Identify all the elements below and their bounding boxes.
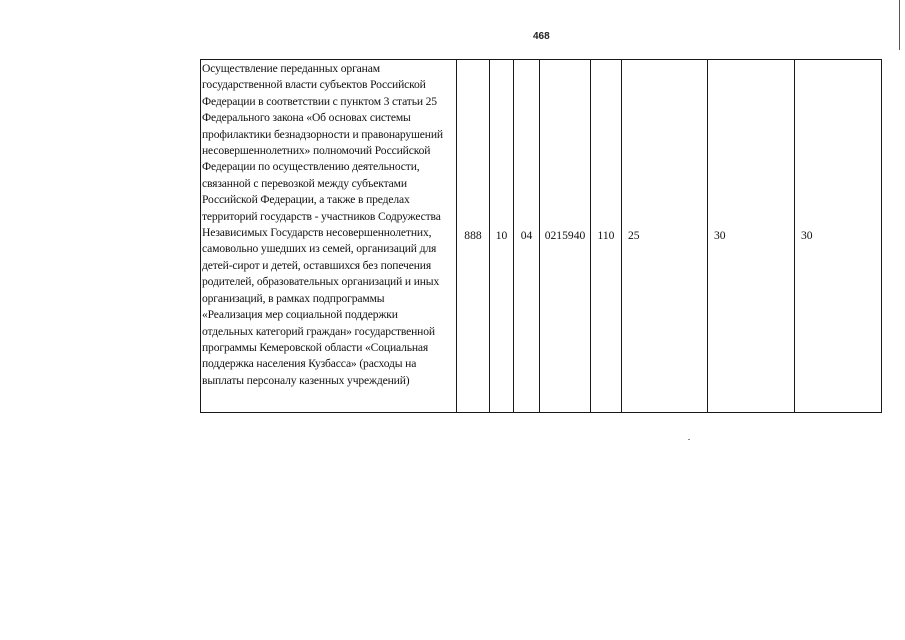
amount-year-2-cell: 30 [708,60,795,413]
table-row [201,60,882,413]
description-line: связанной с перевозкой между субъектами [202,176,407,190]
budget-table [200,59,882,413]
description-line: родителей, образовательных организаций и иных [202,275,440,289]
description-line: самовольно ушедших из семей, организаций для [202,242,437,256]
description-line: Федерации по осуществлению деятельности, [202,160,420,174]
expense-type-cell: 110 [591,60,622,413]
description-line: территорий государств - участников Содружества [202,209,441,223]
description-line: Федерального закона «Об основах системы [202,111,411,125]
description-line: государственной власти субъектов Российской [202,78,426,92]
description-line: «Реализация мер социальной поддержки [202,308,398,322]
description-line: выплаты персоналу казенных учреждений) [202,373,410,387]
amount-year-3-cell: 30 [795,60,882,413]
description-line: поддержка населения Кузбасса» (расходы на [202,357,417,371]
description-line: отдельных категорий граждан» государственной [202,324,435,338]
description-line: Независимых Государств несовершеннолетних, [202,226,432,240]
target-article-cell: 0215940 [540,60,591,413]
description-line: Федерации в соответствии с пунктом 3 статьи 25 [202,94,437,108]
description-line: организаций, в рамках подпрограммы [202,291,385,305]
description-line: несовершеннолетних» полномочий Российской [202,144,431,158]
scan-speck [688,439,690,440]
ministry-code-cell: 888 [457,60,490,413]
description-line: Российской Федерации, а также в пределах [202,193,410,207]
section-code-cell: 10 [490,60,514,413]
description-line: профилактики безнадзорности и правонарушений [202,127,443,141]
description-line: программы Кемеровской области «Социальная [202,340,429,354]
amount-year-1-cell: 25 [622,60,708,413]
description-line: Осуществление переданных органам [202,62,380,75]
description-line: детей-сирот и детей, оставшихся без попечения [202,258,432,272]
scan-edge-line [899,0,900,50]
page-number: 468 [533,31,550,42]
subsection-code-cell: 04 [514,60,540,413]
expense-description-cell [201,60,457,413]
